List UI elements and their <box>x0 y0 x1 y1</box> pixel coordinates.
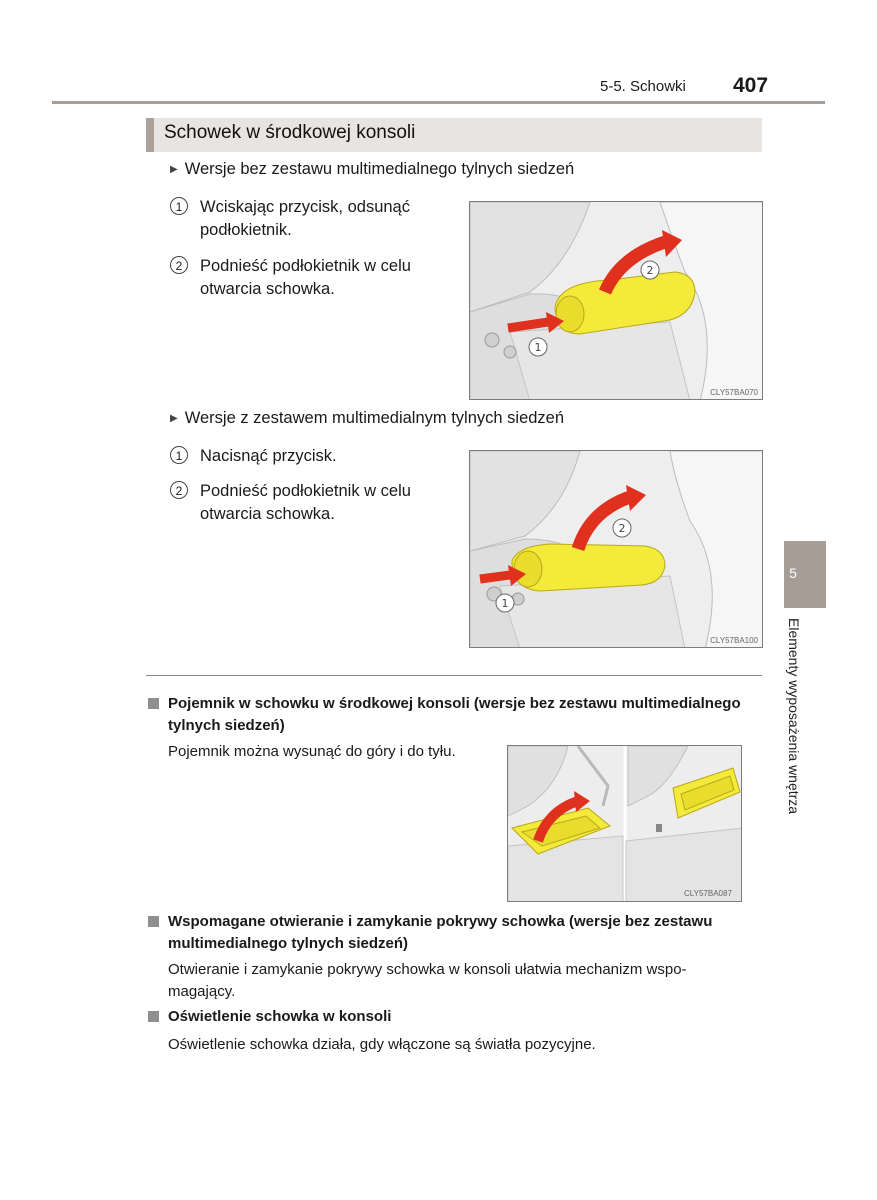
note-3-body: Oświetlenie schowka działa, gdy włączone są światła pozycyjne. <box>168 1036 596 1053</box>
square-bullet-icon <box>148 1011 159 1022</box>
chapter-label: Elementy wyposażenia wnętrza <box>786 618 802 815</box>
heading-bar <box>146 118 762 152</box>
note-1-heading <box>148 693 768 737</box>
step-text-line2: podłokietnik. <box>200 221 292 239</box>
header-divider <box>52 101 825 104</box>
armrest-illustration-1 <box>469 201 763 400</box>
image-code: CLY57BA070 <box>710 388 758 397</box>
container-drawing <box>508 746 742 902</box>
image-code: CLY57BA087 <box>684 889 732 898</box>
svg-text:2: 2 <box>618 522 626 535</box>
svg-text:1: 1 <box>501 597 509 610</box>
image-code: CLY57BA100 <box>710 636 758 645</box>
step-text-line1: Wciskając przycisk, odsunąć <box>200 198 410 216</box>
page-number: 407 <box>733 74 769 97</box>
step-text-line2: otwarcia schowka. <box>200 505 335 523</box>
step-text-line2: otwarcia schowka. <box>200 280 335 298</box>
step-text-line1: Podnieść podłokietnik w celu <box>200 482 411 500</box>
note-heading-line1: Pojemnik w schowku w środkowej konsoli (wersje bez zestawu multimedialnego <box>168 695 741 712</box>
step-number-badge: 1 <box>170 446 188 464</box>
note-2-heading <box>148 911 768 955</box>
note-1-body: Pojemnik można wysunąć do góry i do tyłu. <box>168 743 456 760</box>
svg-text:1: 1 <box>534 341 542 354</box>
console-drawing <box>470 451 763 648</box>
note-heading-line2: tylnych siedzeń) <box>168 717 285 734</box>
note-heading-line1: Wspomagane otwieranie i zamykanie pokrywy schowka (wersje bez zestawu <box>168 913 713 930</box>
triangle-bullet-icon: ▶ <box>170 164 178 175</box>
step-number-badge: 1 <box>170 197 188 215</box>
note-heading-line2: multimedialnego tylnych siedzeń) <box>168 935 409 952</box>
variant-1-label <box>170 160 574 179</box>
section-title: 5-5. Schowki <box>600 78 686 95</box>
note-2-body-line2: magający. <box>168 983 236 1000</box>
console-drawing <box>470 202 763 400</box>
note-3-heading <box>148 1006 768 1028</box>
variant-2-text: Wersje z zestawem multimedialnym tylnych siedzeń <box>184 409 565 427</box>
step-number-badge: 2 <box>170 256 188 274</box>
chapter-number: 5 <box>789 565 797 581</box>
container-illustration <box>507 745 742 902</box>
note-2-body-line1: Otwieranie i zamykanie pokrywy schowka w konsoli ułatwia mechanizm wspo- <box>168 961 687 978</box>
chapter-tab <box>784 541 826 608</box>
step-text-line1: Podnieść podłokietnik w celu <box>200 257 411 275</box>
variant-1-text: Wersje bez zestawu multimedialnego tylnych siedzeń <box>184 160 575 178</box>
variant-2-label <box>170 409 564 428</box>
armrest-illustration-2 <box>469 450 763 648</box>
square-bullet-icon <box>148 698 159 709</box>
page-heading: Schowek w środkowej konsoli <box>164 122 416 143</box>
svg-text:2: 2 <box>646 264 654 277</box>
square-bullet-icon <box>148 916 159 927</box>
step-number-badge: 2 <box>170 481 188 499</box>
note-heading-line1: Oświetlenie schowka w konsoli <box>168 1008 392 1025</box>
step-text-line1: Nacisnąć przycisk. <box>200 447 337 465</box>
triangle-bullet-icon: ▶ <box>170 413 178 424</box>
section-divider <box>146 675 762 676</box>
